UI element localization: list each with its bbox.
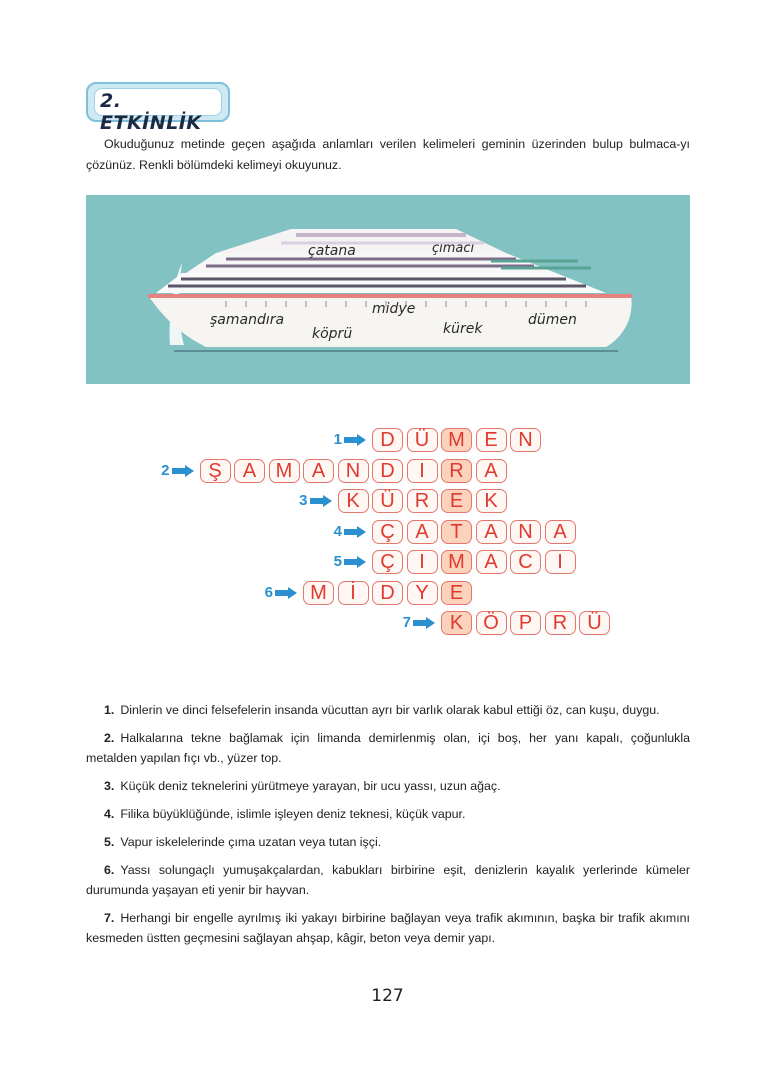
page-number: 127: [371, 986, 404, 1006]
clue-item: [86, 860, 690, 900]
ship-word-cimaci: çımacı: [432, 241, 475, 256]
crossword-cell: Y: [407, 581, 438, 605]
clue-item: [86, 700, 690, 720]
middle-deck: [186, 253, 556, 273]
clue-number: 4.: [104, 807, 115, 821]
crossword-key-cell: M: [441, 428, 472, 452]
ship-word-kurek: kürek: [443, 321, 483, 337]
arrow-right-icon: [344, 434, 366, 446]
crossword-cell: D: [372, 428, 403, 452]
crossword-cell: A: [545, 520, 576, 544]
crossword-cell: A: [303, 459, 334, 483]
crossword-puzzle: [0, 420, 775, 650]
crossword-key-cell: E: [441, 489, 472, 513]
crossword-row-number: 1: [333, 431, 342, 448]
clue-number: 5.: [104, 835, 115, 849]
arrow-right-icon: [275, 587, 297, 599]
clue-number: 6.: [104, 863, 115, 877]
crossword-key-cell: K: [441, 611, 472, 635]
crossword-cell: D: [372, 459, 403, 483]
crossword-cell: E: [476, 428, 507, 452]
clue-item: [86, 908, 690, 948]
ship-word-kopru: köprü: [312, 326, 353, 342]
crossword-cell: Ü: [407, 428, 438, 452]
crossword-cell: Ö: [476, 611, 507, 635]
clue-text: Yassı solungaçlı yumuşakçalardan, kabukları birbirine eşit, denizlerin kayalık yerlerinde kümeler durumunda yaşayan eti yenir bir hayvan.: [86, 863, 690, 897]
crossword-key-cell: T: [441, 520, 472, 544]
activity-title: 2. ETKİNLİK: [100, 90, 202, 134]
crossword-cell: N: [338, 459, 369, 483]
crossword-cell: I: [407, 550, 438, 574]
crossword-cell: A: [234, 459, 265, 483]
clue-item: [86, 832, 690, 852]
intro-text: Okuduğunuz metinde geçen aşağıda anlamları verilen kelimeleri geminin üzerinden bulup bulmaca-yı çözünüz. Renkli bölümdeki kelimeyi okuyunuz.: [86, 137, 690, 172]
clue-item: [86, 728, 690, 768]
crossword-cell: Ü: [372, 489, 403, 513]
ship-word-samandira: şamandıra: [210, 312, 285, 328]
ship-word-catana: çatana: [308, 243, 356, 259]
clue-text: Herhangi bir engelle ayrılmış iki yakayı birbirine bağlayan veya trafik akımının, başka bir trafik akımını kesmeden üstten geçmesini sağlayan ahşap, kâgir, beton veya demir yapı.: [86, 911, 690, 945]
crossword-row-number: 7: [402, 614, 411, 631]
crossword-cell: N: [510, 428, 541, 452]
crossword-cell: I: [407, 459, 438, 483]
clue-list: [86, 700, 690, 956]
clue-text: Halkalarına tekne bağlamak için limanda demirlenmiş olan, içi boş, her yanı kapalı, çoğunlukla metalden yapılan fıçı vb., yüzer top.: [86, 731, 690, 765]
crossword-cell: Ş: [200, 459, 231, 483]
activity-badge: [86, 82, 230, 134]
crossword-key-cell: M: [441, 550, 472, 574]
clue-number: 7.: [104, 911, 115, 925]
ship-word-dumen: dümen: [528, 312, 577, 328]
clue-text: Filika büyüklüğünde, islimle işleyen deniz teknesi, küçük vapur.: [120, 807, 466, 821]
arrow-right-icon: [172, 465, 194, 477]
crossword-cell: K: [476, 489, 507, 513]
crossword-cell: N: [510, 520, 541, 544]
arrow-right-icon: [413, 617, 435, 629]
crossword-cell: İ: [338, 581, 369, 605]
arrow-right-icon: [344, 526, 366, 538]
ship-illustration: [86, 195, 690, 384]
crossword-cell: R: [407, 489, 438, 513]
clue-item: [86, 776, 690, 796]
crossword-cell: I: [545, 550, 576, 574]
crossword-cell: C: [510, 550, 541, 574]
clue-text: Küçük deniz teknelerini yürütmeye yarayan, bir ucu yassı, uzun ağaç.: [120, 779, 501, 793]
clue-number: 1.: [104, 703, 115, 717]
crossword-cell: A: [476, 459, 507, 483]
crossword-cell: Ç: [372, 550, 403, 574]
clue-text: Dinlerin ve dinci felsefelerin insanda vücuttan ayrı bir varlık olarak kabul ettiği öz, can kuşu, duygu.: [120, 703, 660, 717]
clue-item: [86, 804, 690, 824]
crossword-cell: A: [476, 550, 507, 574]
crossword-cell: A: [407, 520, 438, 544]
crossword-cell: P: [510, 611, 541, 635]
crossword-key-cell: E: [441, 581, 472, 605]
clue-number: 2.: [104, 731, 115, 745]
arrow-right-icon: [310, 495, 332, 507]
ship-drawing: [86, 195, 690, 384]
crossword-row-number: 3: [299, 492, 308, 509]
crossword-cell: K: [338, 489, 369, 513]
crossword-cell: A: [476, 520, 507, 544]
ship-word-midye: midye: [372, 301, 416, 317]
crossword-cell: Ç: [372, 520, 403, 544]
crossword-cell: D: [372, 581, 403, 605]
crossword-cell: M: [303, 581, 334, 605]
crossword-cell: M: [269, 459, 300, 483]
crossword-row-number: 6: [264, 583, 273, 601]
clue-text: Vapur iskelelerinde çıma uzatan veya tutan işçi.: [120, 835, 382, 849]
crossword-row-number: 2: [161, 461, 170, 479]
crossword-key-cell: R: [441, 459, 472, 483]
crossword-row-number: 5: [333, 553, 342, 570]
crossword-row-number: 4: [333, 522, 342, 540]
arrow-right-icon: [344, 556, 366, 568]
crossword-cell: R: [545, 611, 576, 635]
crossword-cell: Ü: [579, 611, 610, 635]
clue-number: 3.: [104, 779, 115, 793]
lower-deck: [156, 273, 606, 293]
